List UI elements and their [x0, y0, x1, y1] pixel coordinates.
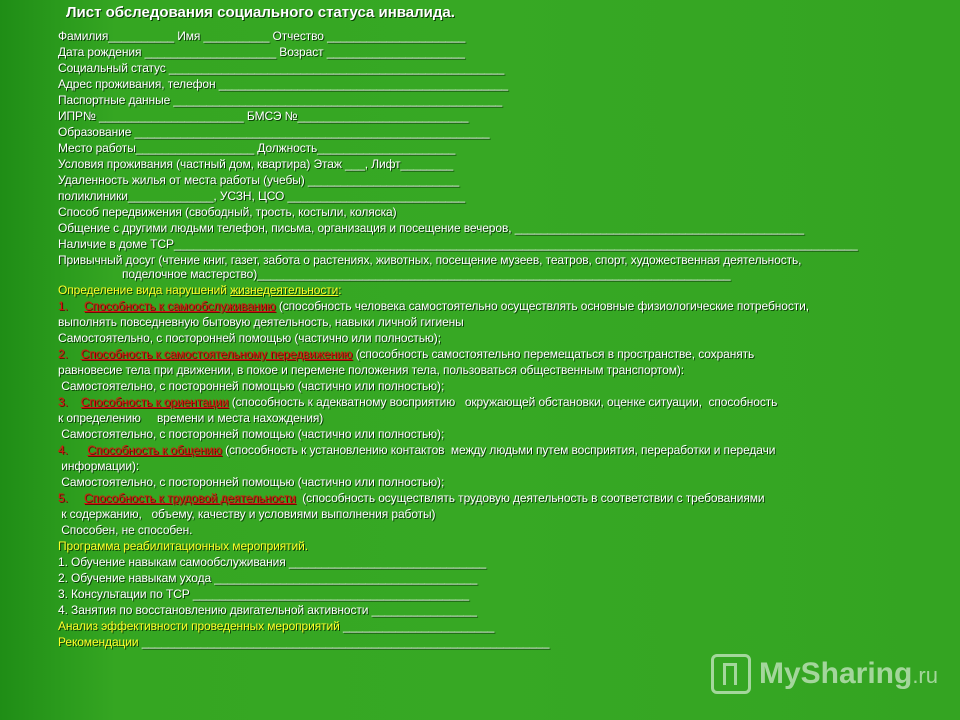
ability-number: 1. [58, 299, 84, 313]
ability-label: Способность к ориентации [80, 395, 229, 409]
ability-item-3-cont-2: Самостоятельно, с посторонней помощью (частично или полностью); [58, 427, 445, 441]
form-line-tsr: Наличие в доме ТСР________________________________________________________________________________________________________ [58, 237, 858, 251]
watermark-text [759, 657, 938, 691]
section-heading [58, 283, 341, 298]
ability-label: Способность к общению [87, 443, 222, 457]
form-line-movement: Способ передвижения (свободный, трость, костыли, коляска) [58, 205, 397, 219]
watermark-brand: MySharing [758, 657, 913, 690]
section-heading-prefix: Определение вида нарушений [58, 283, 231, 297]
ability-item-2 [58, 347, 754, 362]
ability-item-5-cont-2: Способен, не способен. [58, 523, 193, 537]
ability-desc: (способность самостоятельно перемещаться в пространстве, сохранять [352, 347, 755, 361]
ability-item-2-cont-2: Самостоятельно, с посторонней помощью (частично или полностью); [58, 379, 445, 393]
ability-desc: (способность к установлению контактов между людьми путем восприятия, переработки и передачи [221, 443, 776, 457]
form-line-living-conditions: Условия проживания (частный дом, квартира) Этаж ___, Лифт________ [58, 157, 454, 171]
form-line-address: Адрес проживания, телефон ____________________________________________ [58, 77, 509, 91]
ability-item-5-cont-1: к содержанию, объему, качеству и условиями выполнения работы) [58, 507, 436, 521]
form-line-ipr: ИПР№ ______________________ БМСЭ №__________________________ [58, 109, 469, 123]
form-line-clinic: поликлиники_____________, УСЗН, ЦСО ___________________________ [58, 189, 465, 203]
ability-item-3-cont-1: к определению времени и места нахождения) [58, 411, 324, 425]
ability-label: Способность к самообслуживанию [83, 299, 276, 313]
program-item-1: 1. Обучение навыкам самообслуживания ______________________________ [58, 555, 487, 569]
recommend-line [58, 635, 549, 650]
ability-number: 5. [58, 491, 84, 505]
program-item-2: 2. Обучение навыкам ухода ________________________________________ [58, 571, 478, 585]
door-logo-icon [711, 654, 751, 694]
form-line-distance: Удаленность жилья от места работы (учебы) _______________________ [58, 173, 460, 187]
analysis-label: Анализ эффективности проведенных мероприятий [58, 619, 340, 633]
form-line-leisure-cont: поделочное мастерство)________________________________________________________________________ [122, 267, 731, 281]
ability-item-4-cont-1: информации): [58, 459, 140, 473]
form-line-communication: Общение с другими людьми телефон, письма, организация и посещение вечеров, ____________________________________________ [58, 221, 804, 235]
ability-item-1-cont-2: Самостоятельно, с посторонней помощью (частично или полностью); [58, 331, 441, 345]
recommend-blank: ______________________________________________________________ [138, 635, 550, 649]
watermark-suffix: .ru [912, 663, 938, 688]
ability-label: Способность к трудовой деятельности [83, 491, 296, 505]
analysis-line [58, 619, 494, 634]
ability-item-5 [58, 491, 764, 506]
program-item-4: 4. Занятия по восстановлению двигательной активности ________________ [58, 603, 477, 617]
ability-item-1 [58, 299, 809, 314]
form-line-leisure: Привычный досуг (чтение книг, газет, забота о растениях, животных, посещение музеев, театров, спорт, художественная деятельность, [58, 253, 802, 267]
ability-number: 2. [58, 347, 81, 361]
recommend-label: Рекомендации [58, 635, 139, 649]
ability-item-2-cont-1: равновесие тела при движении, в покое и перемене положения тела, пользоваться общественным транспортом): [58, 363, 685, 377]
form-line-social-status: Социальный статус ___________________________________________________ [58, 61, 505, 75]
page-title: Лист обследования социального статуса инвалида. [66, 4, 455, 21]
form-line-workplace: Место работы__________________ Должность_____________________ [58, 141, 456, 155]
ability-item-4-cont-2: Самостоятельно, с посторонней помощью (частично или полностью); [58, 475, 445, 489]
ability-item-1-cont-1: выполнять повседневную бытовую деятельность, навыки личной гигиены [58, 315, 464, 329]
form-line-passport: Паспортные данные __________________________________________________ [58, 93, 503, 107]
form-line-education: Образование ______________________________________________________ [58, 125, 490, 139]
ability-item-4 [58, 443, 775, 458]
ability-label: Способность к самостоятельному передвижению [80, 347, 353, 361]
program-heading: Программа реабилитационных мероприятий. [58, 539, 308, 553]
ability-desc: (способность к адекватному восприятию окружающей обстановки, оценке ситуации, способность [228, 395, 778, 409]
ability-number: 4. [58, 443, 88, 457]
ability-item-3 [58, 395, 777, 410]
form-line-surname: Фамилия__________ Имя __________ Отчество _____________________ [58, 29, 466, 43]
ability-desc: (способность осуществлять трудовую деятельность в соответствии с требованиями [295, 491, 765, 505]
analysis-blank: _______________________ [339, 619, 495, 633]
form-line-birthdate: Дата рождения ____________________ Возраст _____________________ [58, 45, 465, 59]
section-heading-highlight: жизнедеятельности [230, 283, 339, 297]
ability-desc: (способность человека самостоятельно осуществлять основные физиологические потребности, [275, 299, 809, 313]
watermark [711, 654, 938, 694]
program-item-3: 3. Консультации по ТСР __________________________________________ [58, 587, 469, 601]
ability-number: 3. [58, 395, 81, 409]
section-heading-suffix: : [338, 283, 342, 297]
